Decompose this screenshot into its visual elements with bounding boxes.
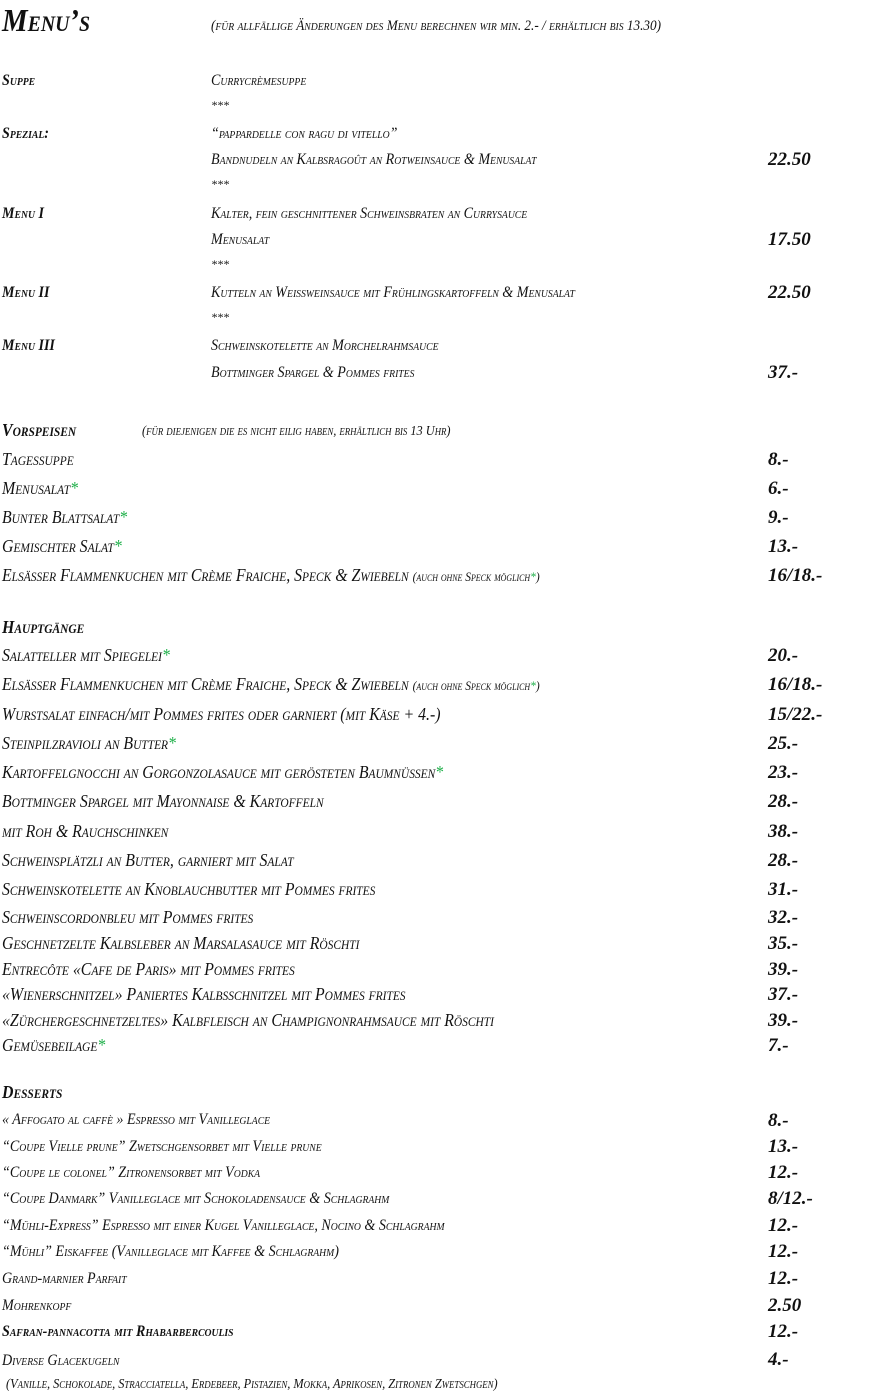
item-price: 38.- (768, 821, 799, 842)
menu-item: “Coupe le colonel” Zitronensorbet mit Vodka (2, 1164, 261, 1181)
menu-item: «Zürchergeschnetzeltes» Kalbfleisch an Champignonrahmsauce mit Röschti (2, 1010, 494, 1030)
item-price: 7.- (768, 1035, 789, 1056)
item-price: 16/18.- (768, 674, 823, 695)
menu3-line2: Bottminger Spargel & Pommes frites (211, 364, 415, 381)
item-price: 8/12.- (768, 1188, 813, 1209)
spezial-line1: “pappardelle con ragu di vitello” (211, 125, 398, 142)
item-price: 39.- (768, 959, 799, 980)
menu-item: Geschnetzelte Kalbsleber an Marsalasauce mit Röschti (2, 933, 360, 953)
flavors-note: (Vanille, Schokolade, Stracciatella, Erdebeer, Pistazien, Mokka, Aprikosen, Zitronen Zwetschgen) (6, 1377, 498, 1392)
menu-item: “Mühli-Express” Espresso mit einer Kugel Vanilleglace, Nocino & Schlagrahm (2, 1217, 445, 1234)
item-price: 8.- (768, 1110, 789, 1131)
item-price: 16/18.- (768, 565, 823, 586)
section-title-desserts: Desserts (2, 1082, 63, 1102)
menu-item: Bunter Blattsalat* (2, 507, 128, 527)
menu-item: Mohrenkopf (2, 1297, 72, 1314)
menu-item: Menusalat* (2, 478, 78, 498)
suppe-desc: Currycrèmesuppe (211, 72, 307, 89)
vegetarian-star-icon: * (530, 678, 536, 693)
menu-item: «Wienerschnitzel» Paniertes Kalbsschnitzel mit Pommes frites (2, 984, 406, 1004)
item-price: 6.- (768, 478, 789, 499)
menu3-label: Menu III (2, 337, 55, 354)
menu-item: “Coupe Vielle prune” Zwetschgensorbet mit Vielle prune (2, 1138, 322, 1155)
item-price: 8.- (768, 449, 789, 470)
item-price: 39.- (768, 1010, 799, 1031)
menu-item: Gemischter Salat* (2, 536, 122, 556)
menu-item: Tagessuppe (2, 449, 74, 469)
item-price: 9.- (768, 507, 789, 528)
suppe-label: Suppe (2, 72, 36, 89)
vegetarian-star-icon: * (119, 507, 128, 527)
separator: *** (211, 98, 229, 112)
item-price: 12.- (768, 1321, 799, 1342)
menu-item: Grand-marnier Parfait (2, 1270, 127, 1287)
vegetarian-star-icon: * (97, 1035, 106, 1055)
menu-item: Schweinsplätzli an Butter, garniert mit Salat (2, 850, 294, 870)
vegetarian-star-icon: * (161, 645, 170, 665)
spezial-price: 22.50 (768, 149, 811, 170)
spezial-label: Spezial: (2, 125, 49, 142)
vegetarian-star-icon: * (113, 536, 122, 556)
item-price: 37.- (768, 984, 799, 1005)
item-price: 28.- (768, 791, 799, 812)
menu-item: Schweinscordonbleu mit Pommes frites (2, 907, 254, 927)
separator: *** (211, 257, 229, 271)
item-price: 12.- (768, 1241, 799, 1262)
menu1-price: 17.50 (768, 229, 811, 250)
menu-item: Bottminger Spargel mit Mayonnaise & Kartoffeln (2, 791, 324, 811)
menu2-price: 22.50 (768, 282, 811, 303)
menu-item: « Affogato al caffè » Espresso mit Vanilleglace (2, 1111, 271, 1128)
menu1-label: Menu I (2, 205, 44, 222)
item-price: 12.- (768, 1215, 799, 1236)
item-price: 23.- (768, 762, 799, 783)
vegetarian-star-icon: * (168, 733, 176, 753)
menu-item: Kartoffelgnocchi an Gorgonzolasauce mit gerösteten Baumnüssen* (2, 762, 444, 782)
spezial-line2: Bandnudeln an Kalbsragoût an Rotweinsauce & Menusalat (211, 151, 537, 168)
menu3-price: 37.- (768, 362, 799, 383)
item-price: 12.- (768, 1268, 799, 1289)
item-price: 32.- (768, 907, 799, 928)
separator: *** (211, 177, 229, 191)
item-price: 25.- (768, 733, 799, 754)
section-title-vorspeisen: Vorspeisen (2, 420, 77, 440)
item-price: 13.- (768, 536, 799, 557)
menu-item: “Coupe Danmark” Vanilleglace mit Schokoladensauce & Schlagrahm (2, 1190, 390, 1207)
menu-item: Elsässer Flammenkuchen mit Crème Fraiche, Speck & Zwiebeln (auch ohne Speck möglich*) (2, 674, 540, 694)
vegetarian-star-icon: * (435, 762, 444, 782)
menu-item: Gemüsebeilage* (2, 1035, 106, 1055)
menu-item: Salatteller mit Spiegelei* (2, 645, 170, 665)
vorspeisen-note: (für diejenigen die es nicht eilig haben, erhältlich bis 13 Uhr) (142, 424, 451, 439)
item-price: 2.50 (768, 1295, 802, 1316)
menu1-line1: Kalter, fein geschnittener Schweinsbraten an Currysauce (211, 205, 528, 222)
menu1-line2: Menusalat (211, 231, 270, 248)
menu-item: Schweinskotelette an Knoblauchbutter mit Pommes frites (2, 879, 376, 899)
item-price: 12.- (768, 1162, 799, 1183)
menu-item: Entrecôte «Cafe de Paris» mit Pommes frites (2, 959, 295, 979)
vegetarian-star-icon: * (70, 478, 78, 498)
menu2-label: Menu II (2, 284, 50, 301)
menu-item: Wurstsalat einfach/mit Pommes frites oder garniert (mit Käse + 4.-) (2, 704, 441, 724)
menu-item: Safran-pannacotta mit Rhabarbercoulis (2, 1323, 234, 1340)
item-price: 28.- (768, 850, 799, 871)
menu3-line1: Schweinskotelette an Morchelrahmsauce (211, 337, 439, 354)
page-title: Menu’s (2, 2, 91, 38)
header-note: (für allfällige Änderungen des Menu berechnen wir min. 2.- / erhältlich bis 13.30) (211, 18, 662, 34)
menu-item: mit Roh & Rauchschinken (2, 821, 169, 841)
item-price: 20.- (768, 645, 799, 666)
item-price: 13.- (768, 1136, 799, 1157)
item-price: 15/22.- (768, 704, 823, 725)
separator: *** (211, 310, 229, 324)
menu2-line1: Kutteln an Weissweinsauce mit Frühlingskartoffeln & Menusalat (211, 284, 575, 301)
item-price: 35.- (768, 933, 799, 954)
item-price: 4.- (768, 1349, 789, 1370)
vegetarian-star-icon: * (530, 569, 536, 584)
menu-item: Steinpilzravioli an Butter* (2, 733, 176, 753)
item-price: 31.- (768, 879, 799, 900)
menu-item: Diverse Glacekugeln (2, 1352, 120, 1369)
section-title-hauptgaenge: Hauptgänge (2, 617, 85, 637)
menu-item: “Mühli” Eiskaffee (Vanilleglace mit Kaffee & Schlagrahm) (2, 1243, 339, 1260)
menu-item: Elsässer Flammenkuchen mit Crème Fraiche, Speck & Zwiebeln (auch ohne Speck möglich*) (2, 565, 540, 585)
